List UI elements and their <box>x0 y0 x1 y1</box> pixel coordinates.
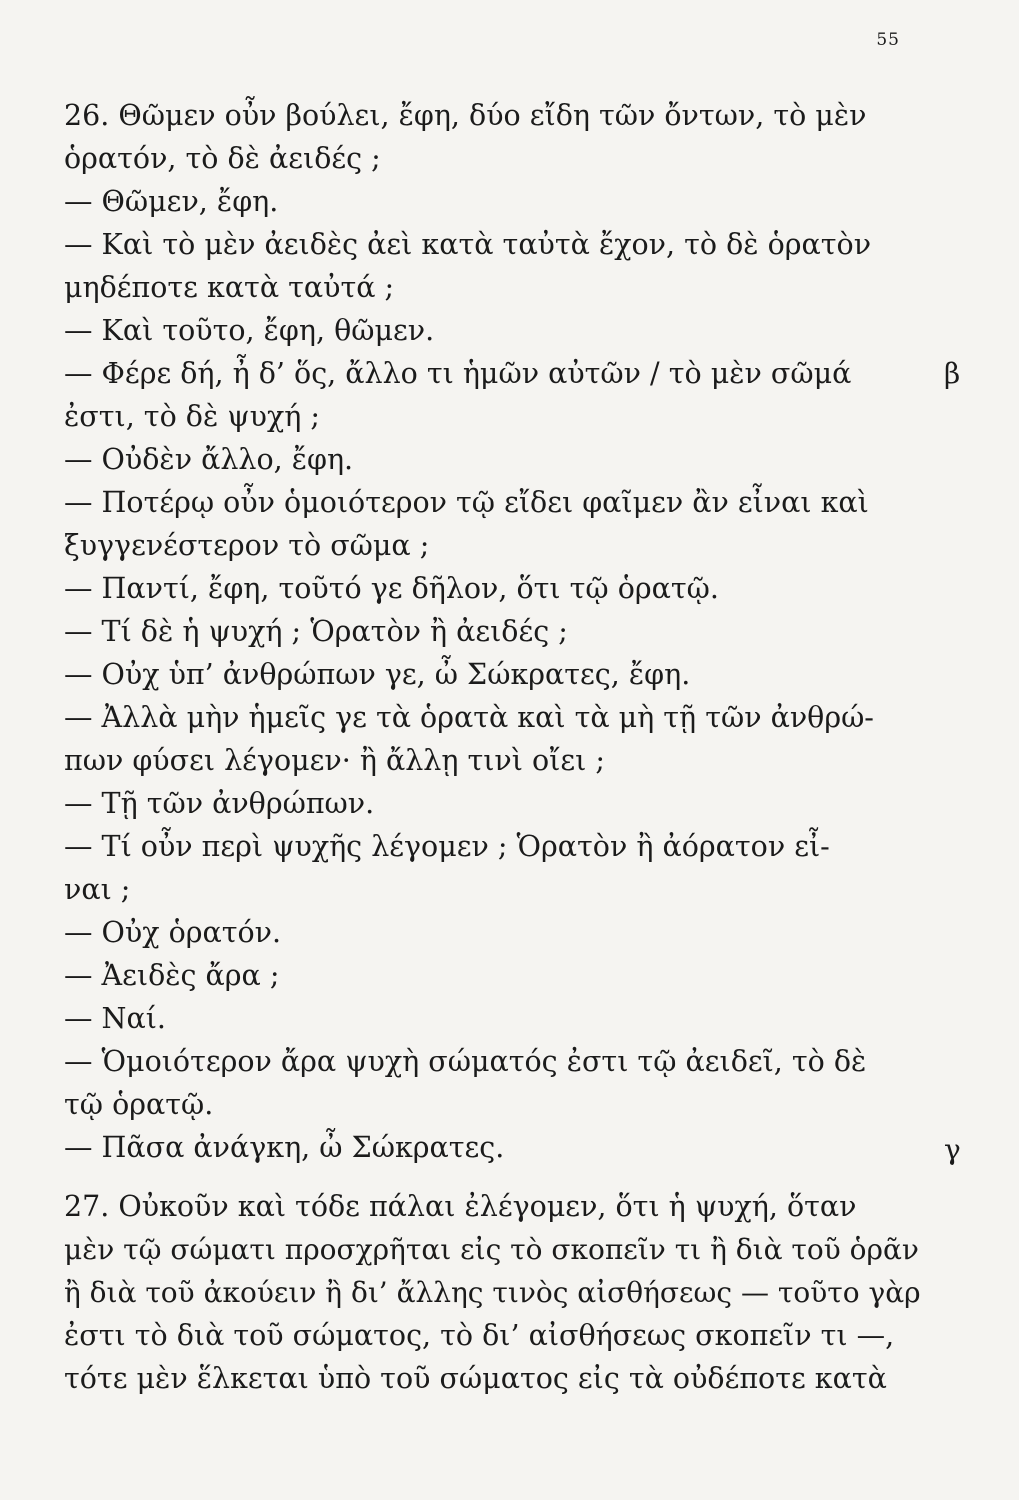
text-line: — Ὁμοιότερον ἄρα ψυχὴ σώματός ἐστι τῷ ἀειδεῖ, τὸ δὲ <box>64 1045 867 1078</box>
text-line: — Τί δὲ ἡ ψυχή ; Ὁρατὸν ἢ ἀειδές ; <box>64 615 568 648</box>
text-line: — Πᾶσα ἀνάγκη, ὦ Σώκρατες. <box>64 1131 505 1164</box>
text-line: 26. Θῶμεν οὖν βούλει, ἔφη, δύο εἴδη τῶν ὄντων, τὸ μὲν <box>64 99 867 132</box>
text-line: — Παντί, ἔφη, τοῦτό γε δῆλον, ὅτι τῷ ὁρατῷ. <box>64 572 719 605</box>
text-line: ὁρατόν, τὸ δὲ ἀειδές ; <box>64 142 381 175</box>
text-line: — Οὐχ ὑπ’ ἀνθρώπων γε, ὦ Σώκρατες, ἔφη. <box>64 658 691 691</box>
text-line: τῷ ὁρατῷ. <box>64 1088 214 1121</box>
text-line: — Τῇ τῶν ἀνθρώπων. <box>64 787 375 820</box>
text-line: — Ναί. <box>64 1002 166 1035</box>
text-line: πων φύσει λέγομεν· ἢ ἄλλῃ τινὶ οἴει ; <box>64 744 605 777</box>
margin-note: β <box>944 357 961 390</box>
text-line: — Θῶμεν, ἔφη. <box>64 185 279 218</box>
text-line: 27. Οὐκοῦν καὶ τόδε πάλαι ἐλέγομεν, ὅτι ἡ ψυχή, ὅταν <box>64 1190 857 1223</box>
text-line: ἐστι, τὸ δὲ ψυχή ; <box>64 400 320 433</box>
text-line: ξυγγενέστερον τὸ σῶμα ; <box>64 529 430 562</box>
text-line: — Οὐχ ὁρατόν. <box>64 916 282 949</box>
text-line: ἐστι τὸ διὰ τοῦ σώματος, τὸ δι’ αἰσθήσεως σκοπεῖν τι —, <box>64 1319 895 1352</box>
text-line: — Τί οὖν περὶ ψυχῆς λέγομεν ; Ὁρατὸν ἢ ἀόρατον εἶ- <box>64 830 830 863</box>
text-line: — Καὶ τὸ μὲν ἀειδὲς ἀεὶ κατὰ ταὐτὰ ἔχον, τὸ δὲ ὁρατὸν <box>64 228 872 261</box>
text-line: τότε μὲν ἕλκεται ὑπὸ τοῦ σώματος εἰς τὰ οὐδέποτε κατὰ <box>64 1362 887 1395</box>
margin-note: γ <box>944 1133 961 1166</box>
text-line: ἢ διὰ τοῦ ἀκούειν ἢ δι’ ἄλλης τινὸς αἰσθήσεως — τοῦτο γὰρ <box>64 1276 921 1309</box>
text-line: — Ἀειδὲς ἄρα ; <box>64 959 280 992</box>
text-line: — Καὶ τοῦτο, ἔφη, θῶμεν. <box>64 314 435 347</box>
text-line: μηδέποτε κατὰ ταὐτά ; <box>64 271 395 304</box>
text-line: — Ἀλλὰ μὴν ἡμεῖς γε τὰ ὁρατὰ καὶ τὰ μὴ τῇ τῶν ἀνθρώ- <box>64 701 874 734</box>
text-line: — Φέρε δή, ἦ δ’ ὅς, ἄλλο τι ἡμῶν αὐτῶν / τὸ μὲν σῶμά <box>64 357 852 390</box>
text-line: ναι ; <box>64 873 131 906</box>
page-number: 55 <box>876 30 900 50</box>
text-line: μὲν τῷ σώματι προσχρῆται εἰς τὸ σκοπεῖν τι ἢ διὰ τοῦ ὁρᾶν <box>64 1233 919 1266</box>
text-line: — Οὐδὲν ἄλλο, ἔφη. <box>64 443 354 476</box>
text-line: — Ποτέρῳ οὖν ὁμοιότερον τῷ εἴδει φαῖμεν ἂν εἶναι καὶ <box>64 486 869 519</box>
